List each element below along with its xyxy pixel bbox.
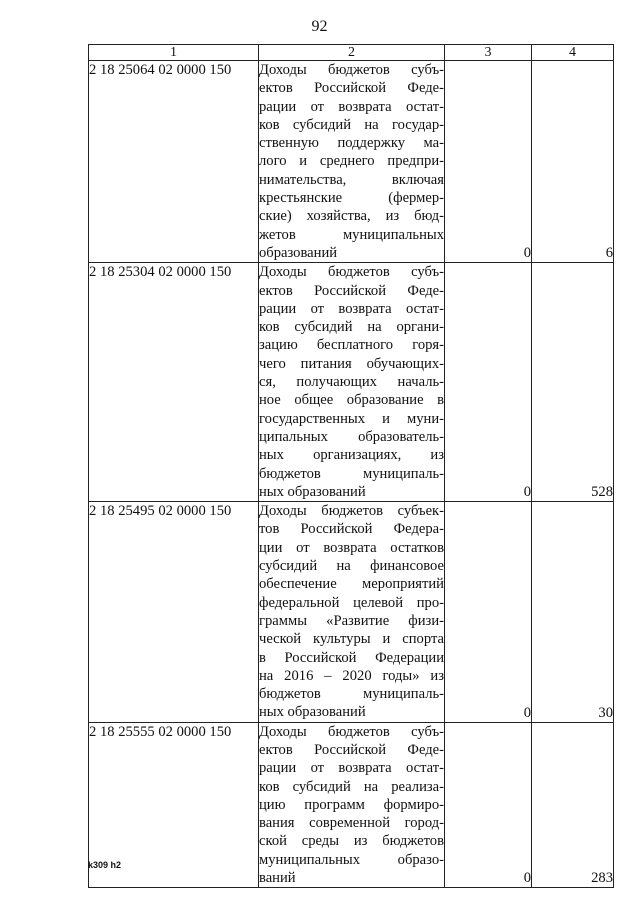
description-line: бюджетов муниципаль- bbox=[259, 465, 444, 482]
description-line: федеральной целевой про- bbox=[259, 594, 444, 611]
revenue-description bbox=[259, 263, 445, 502]
page-number: 92 bbox=[311, 18, 328, 35]
description-line: тов Российской Федера- bbox=[259, 521, 444, 538]
budget-classification-code: 2 18 25495 02 0000 150 bbox=[89, 502, 259, 723]
column-4-value: 30 bbox=[532, 502, 614, 723]
description-line: вания современной город- bbox=[259, 815, 444, 832]
document-footer-code: k309 h2 bbox=[88, 860, 122, 870]
budget-classification-code: 2 18 25555 02 0000 150 bbox=[89, 722, 259, 888]
description-line: ческой культуры и спорта bbox=[259, 631, 444, 648]
column-header-2: 2 bbox=[259, 45, 445, 61]
description-line: ных организациях, из bbox=[259, 447, 444, 464]
description-line: рации от возврата остат- bbox=[259, 760, 444, 777]
description-line: рации от возврата остат- bbox=[259, 300, 444, 317]
description-line: на 2016 – 2020 годы» из bbox=[259, 667, 444, 684]
table-row bbox=[89, 263, 614, 502]
description-line: ственную поддержку ма- bbox=[259, 135, 444, 152]
budget-table bbox=[88, 44, 614, 888]
column-3-value: 0 bbox=[445, 61, 532, 263]
description-line: ские) хозяйства, из бюд- bbox=[259, 208, 444, 225]
column-3-value: 0 bbox=[445, 722, 532, 888]
description-line: ков субсидий на реализа- bbox=[259, 778, 444, 795]
description-line: чего питания обучающих- bbox=[259, 355, 444, 372]
table-row bbox=[89, 61, 614, 263]
column-header-4: 4 bbox=[532, 45, 614, 61]
description-line: субсидий на финансовое bbox=[259, 558, 444, 575]
description-line: лого и среднего предпри- bbox=[259, 153, 444, 170]
description-line: граммы «Развитие физи- bbox=[259, 612, 444, 629]
table-body bbox=[89, 61, 614, 888]
revenue-description bbox=[259, 722, 445, 888]
description-line: ектов Российской Феде- bbox=[259, 80, 444, 97]
column-4-value: 283 bbox=[532, 722, 614, 888]
description-line: нимательства, включая bbox=[259, 171, 444, 188]
description-line: ектов Российской Феде- bbox=[259, 741, 444, 758]
description-line: крестьянские (фермер- bbox=[259, 190, 444, 207]
description-line: ное общее образование в bbox=[259, 392, 444, 409]
table-row bbox=[89, 502, 614, 723]
budget-classification-code: 2 18 25304 02 0000 150 bbox=[89, 263, 259, 502]
table-header-row bbox=[89, 45, 614, 61]
description-line: Доходы бюджетов субъ- bbox=[259, 264, 444, 281]
description-line: ся, получающих началь- bbox=[259, 374, 444, 391]
revenue-description bbox=[259, 61, 445, 263]
budget-classification-code: 2 18 25064 02 0000 150 bbox=[89, 61, 259, 263]
description-line: ской среды из бюджетов bbox=[259, 833, 444, 850]
description-line: жетов муниципальных bbox=[259, 226, 444, 243]
description-line: образований bbox=[259, 244, 338, 261]
column-3-value: 0 bbox=[445, 263, 532, 502]
description-line: бюджетов муниципаль- bbox=[259, 686, 444, 703]
column-4-value: 528 bbox=[532, 263, 614, 502]
description-line: цию программ формиро- bbox=[259, 796, 444, 813]
column-3-value: 0 bbox=[445, 502, 532, 723]
description-line: ектов Российской Феде- bbox=[259, 282, 444, 299]
description-line: ных образований bbox=[259, 483, 366, 500]
description-line: ципальных образователь- bbox=[259, 428, 444, 445]
description-line: ции от возврата остатков bbox=[259, 539, 444, 556]
description-line: ков субсидий на государ- bbox=[259, 116, 444, 133]
column-header-3: 3 bbox=[445, 45, 532, 61]
revenue-description bbox=[259, 502, 445, 723]
description-line: ков субсидий на органи- bbox=[259, 319, 444, 336]
description-line: Доходы бюджетов субъ- bbox=[259, 723, 444, 740]
description-line: Доходы бюджетов субъ- bbox=[259, 62, 444, 78]
column-4-value: 6 bbox=[532, 61, 614, 263]
description-line: обеспечение мероприятий bbox=[259, 576, 444, 593]
description-line: зацию бесплатного горя- bbox=[259, 337, 444, 354]
description-line: муниципальных образо- bbox=[259, 851, 444, 868]
description-line: в Российской Федерации bbox=[259, 649, 444, 666]
description-line: ваний bbox=[259, 870, 296, 887]
description-line: рации от возврата остат- bbox=[259, 98, 444, 115]
description-line: Доходы бюджетов субъек- bbox=[259, 503, 444, 520]
description-line: государственных и муни- bbox=[259, 410, 444, 427]
description-line: ных образований bbox=[259, 704, 366, 721]
table-row bbox=[89, 722, 614, 888]
column-header-1: 1 bbox=[89, 45, 259, 61]
